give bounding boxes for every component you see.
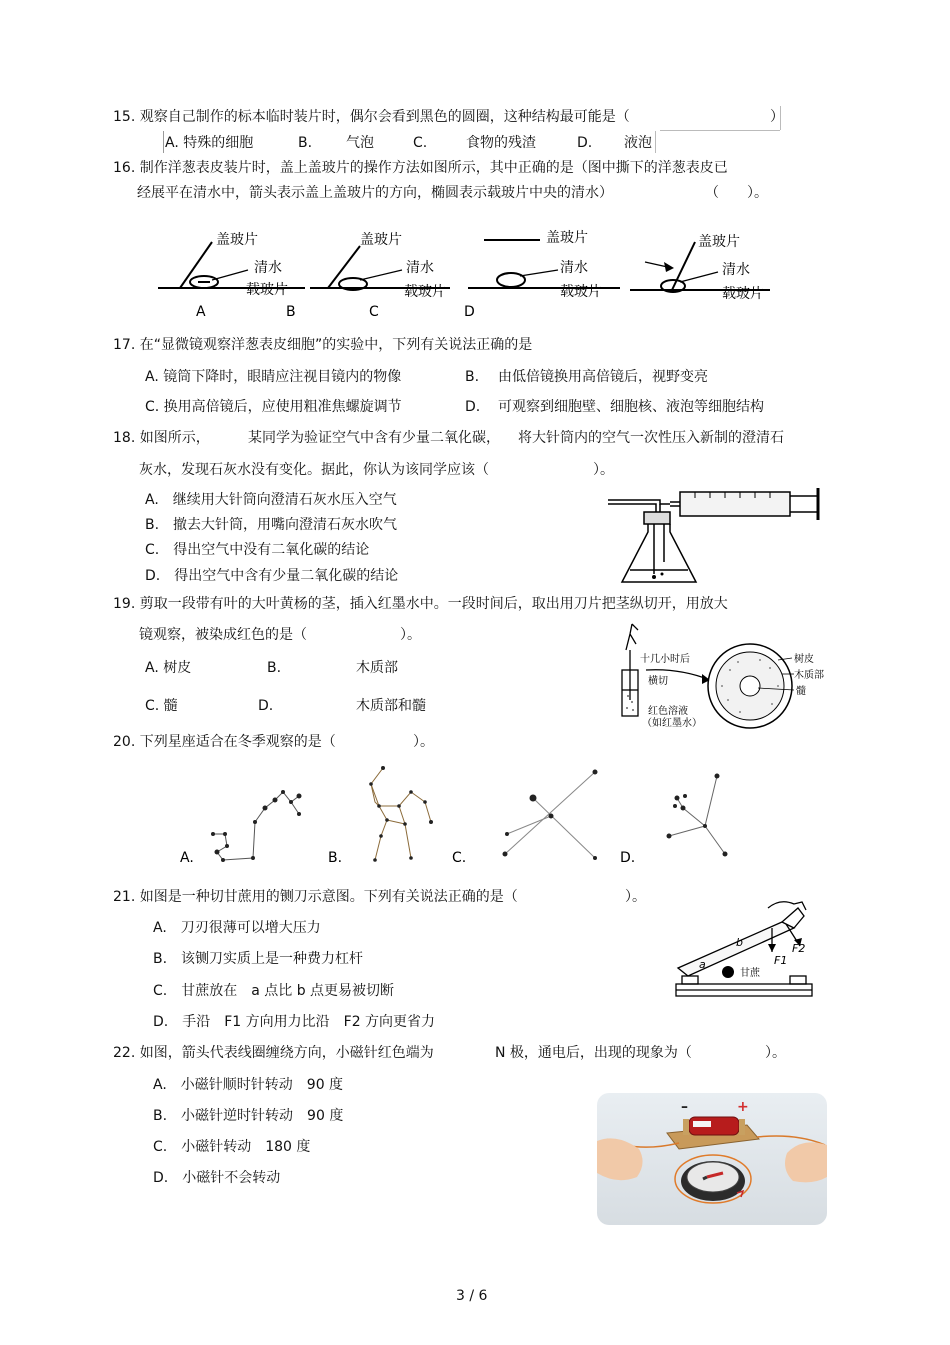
q16-cover-label-c: 盖玻片 <box>546 230 588 246</box>
q16-water-label-d: 清水 <box>722 262 750 278</box>
q19-hours-label: 十几小时后 <box>640 654 690 665</box>
q16-slide-label-a: 载玻片 <box>246 282 288 298</box>
q19-cut-label: 横切 <box>648 676 668 687</box>
q19-line2: 镜观察，被染成红色的是（ <box>139 627 307 643</box>
q20-constellations-figure <box>175 762 735 870</box>
q15-option-d-letter: D. <box>577 135 593 151</box>
q16-line2: 经展平在清水中，箭头表示盖上盖玻片的方向，椭圆表示载玻片中央的清水） <box>137 185 613 201</box>
q18-line1b: 某同学为验证空气中含有少量二氧化碳， <box>248 430 500 446</box>
q16-fig-label-a: A <box>196 304 206 320</box>
q18-line2: 灰水，发现石灰水没有变化。据此，你认为该同学应该（ <box>139 462 489 478</box>
svg-text:+: + <box>737 1099 749 1115</box>
q21-f1-label: F1 <box>774 954 788 967</box>
q19-ink-label-2: （如红墨水） <box>642 718 702 729</box>
q16-cover-label-a: 盖玻片 <box>216 232 258 248</box>
q17-option-d-letter: D. <box>465 399 481 415</box>
q15-option-d: 液泡 <box>624 135 652 151</box>
q22-option-a: A. 小磁针顺时针转动 90 度 <box>153 1077 344 1093</box>
q16-cover-label-b: 盖玻片 <box>360 232 402 248</box>
q21-point-b-label: b <box>736 936 743 949</box>
q21-option-a: A. 刀刃很薄可以增大压力 <box>153 920 321 936</box>
q18-line2end: ）。 <box>593 462 614 478</box>
q15-option-c: 食物的残渣 <box>466 135 536 151</box>
q20-label-c: C. <box>452 850 467 866</box>
q15-option-a: A. 特殊的细胞 <box>165 135 254 151</box>
page-number: 3 / 6 <box>456 1288 488 1304</box>
q21-f2-label: F2 <box>792 942 806 955</box>
q22-option-d: D. 小磁针不会转动 <box>153 1170 281 1186</box>
q16-slide-label-b: 载玻片 <box>404 284 446 300</box>
q19-xylem-label: 木质部 <box>794 670 824 681</box>
q18-line1c: 将大针筒内的空气一次性压入新制的澄清石 <box>518 430 784 446</box>
q16-fig-label-c: C <box>369 304 379 320</box>
q19-option-d-letter: D. <box>258 698 274 714</box>
q19-line2end: ）。 <box>400 627 421 643</box>
q19-option-b: 木质部 <box>356 660 398 676</box>
q19-option-c: C. 髓 <box>145 698 178 714</box>
q20-end: ）。 <box>413 734 434 750</box>
q16-slide-label-d: 载玻片 <box>722 286 764 302</box>
q17-option-d: 可观察到细胞壁、细胞核、液泡等细胞结构 <box>498 399 764 415</box>
q20-label-b: B. <box>328 850 343 866</box>
q15-stem: 15. 观察自己制作的标本临时装片时，偶尔会看到黑色的圆圈，这种结构最可能是（ <box>113 109 630 125</box>
q19-option-a: A. 树皮 <box>145 660 192 676</box>
q21-option-d: D. 手沿 F1 方向用力比沿 F2 方向更省力 <box>153 1014 436 1030</box>
q16-fig-label-b: B <box>286 304 296 320</box>
q16-line1: 16. 制作洋葱表皮装片时，盖上盖玻片的操作方法如图所示，其中正确的是（图中撕下的洋葱表皮已 <box>113 160 728 176</box>
q16-coverslip-figure <box>150 222 790 322</box>
q21-stem: 21. 如图是一种切甘蔗用的铡刀示意图。下列有关说法正确的是（ <box>113 889 518 905</box>
q22-stem2: N 极，通电后，出现的现象为（ <box>495 1045 692 1061</box>
q19-line1: 19. 剪取一段带有叶的大叶黄杨的茎，插入红墨水中。一段时间后，取出用刀片把茎纵切开，用放大 <box>113 596 728 612</box>
q15-option-b-letter: B. <box>298 135 313 151</box>
q22-stem: 22. 如图，箭头代表线圈缠绕方向，小磁针红色端为 <box>113 1045 434 1061</box>
q16-water-label-c: 清水 <box>560 260 588 276</box>
q16-water-label-a: 清水 <box>254 260 282 276</box>
q17-option-a: A. 镜筒下降时，眼睛应注视目镜内的物像 <box>145 369 402 385</box>
q22-option-b: B. 小磁针逆时针转动 90 度 <box>153 1108 344 1124</box>
q18-syringe-flask-figure <box>600 482 830 592</box>
q21-cutter-figure <box>672 888 818 1003</box>
q22-option-c: C. 小磁针转动 180 度 <box>153 1139 311 1155</box>
q18-option-b: B. 撤去大针筒，用嘴向澄清石灰水吹气 <box>145 517 398 533</box>
q20-label-d: D. <box>620 850 636 866</box>
q22-end: ）。 <box>765 1045 786 1061</box>
q21-end: ）。 <box>625 889 646 905</box>
q21-option-b: B. 该铡刀实质上是一种费力杠杆 <box>153 951 364 967</box>
q17-option-b-letter: B. <box>465 369 480 385</box>
q22-compass-coil-photo <box>597 1093 827 1225</box>
q17-option-b: 由低倍镜换用高倍镜后，视野变亮 <box>498 369 708 385</box>
svg-text:–: – <box>681 1099 688 1115</box>
q20-label-a: A. <box>180 850 194 866</box>
q16-water-label-b: 清水 <box>406 260 434 276</box>
q18-option-c: C. 得出空气中没有二氧化碳的结论 <box>145 542 370 558</box>
q19-option-d: 木质部和髓 <box>356 698 426 714</box>
q16-slide-label-c: 载玻片 <box>560 284 602 300</box>
q19-ink-label-1: 红色溶液 <box>648 706 688 717</box>
q17-option-c: C. 换用高倍镜后，应使用粗准焦螺旋调节 <box>145 399 402 415</box>
q21-cane-label: 甘蔗 <box>740 968 760 979</box>
q16-fig-label-d: D <box>464 304 475 320</box>
q16-cover-label-d: 盖玻片 <box>698 234 740 250</box>
q18-option-a: A. 继续用大针筒向澄清石灰水压入空气 <box>145 492 397 508</box>
q19-option-b-letter: B. <box>267 660 282 676</box>
q19-stem-cross-section-figure <box>610 620 840 732</box>
q16-paren: （ ）。 <box>705 185 768 201</box>
q15-option-c-letter: C. <box>413 135 428 151</box>
q20-stem: 20. 下列星座适合在冬季观察的是（ <box>113 734 336 750</box>
q21-point-a-label: a <box>699 958 706 971</box>
q17-stem: 17. 在“显微镜观察洋葱表皮细胞”的实验中，下列有关说法正确的是 <box>113 337 533 353</box>
q15-option-b: 气泡 <box>346 135 374 151</box>
q18-line1a: 18. 如图所示， <box>113 430 210 446</box>
q19-bark-label: 树皮 <box>794 654 814 665</box>
q19-pith-label: 髓 <box>796 686 806 697</box>
q18-option-d: D. 得出空气中含有少量二氧化碳的结论 <box>145 568 399 584</box>
q15-close: ） <box>770 109 784 125</box>
q21-option-c: C. 甘蔗放在 a 点比 b 点更易被切断 <box>153 983 395 999</box>
